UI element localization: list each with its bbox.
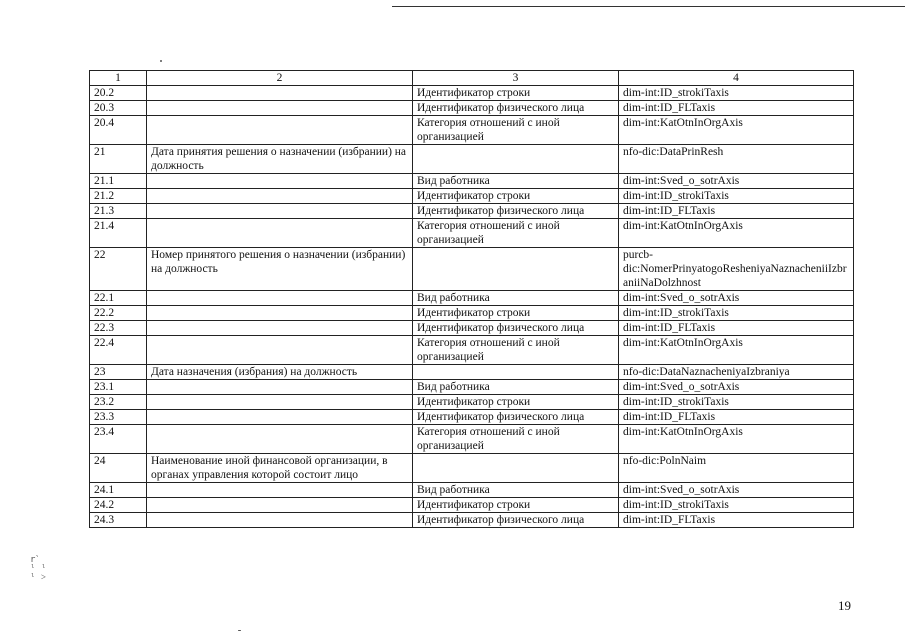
scan-speck <box>160 60 162 62</box>
row-number: 21 <box>90 145 147 174</box>
table-row <box>90 101 854 116</box>
table-row <box>90 483 854 498</box>
indicator-name <box>147 380 413 395</box>
row-number: 22.4 <box>90 336 147 365</box>
row-number: 20.4 <box>90 116 147 145</box>
dimension-name: Идентификатор строки <box>413 189 619 204</box>
indicator-name <box>147 189 413 204</box>
element-code: dim-int:ID_FLTaxis <box>619 513 854 528</box>
margin-scan-marks: r˺ ˡ ˡ ˡ ˃ <box>30 555 47 583</box>
indicator-name <box>147 219 413 248</box>
indicator-name <box>147 321 413 336</box>
row-number: 21.3 <box>90 204 147 219</box>
row-number: 23.2 <box>90 395 147 410</box>
indicator-name <box>147 410 413 425</box>
dimension-name: Идентификатор физического лица <box>413 101 619 116</box>
page-number: 19 <box>838 598 851 613</box>
row-number: 21.1 <box>90 174 147 189</box>
element-code: dim-int:Sved_o_sotrAxis <box>619 380 854 395</box>
indicator-name <box>147 483 413 498</box>
row-number: 22.2 <box>90 306 147 321</box>
element-code: purcb-dic:NomerPrinyatogoResheniyaNaznacheniiIzbraniiNaDolzhnost <box>619 248 854 291</box>
indicator-name <box>147 101 413 116</box>
table-row <box>90 498 854 513</box>
dimension-name: Вид работника <box>413 380 619 395</box>
dimension-name <box>413 365 619 380</box>
dimension-name: Идентификатор физического лица <box>413 204 619 219</box>
header-col-2: 2 <box>147 71 413 86</box>
row-number: 21.2 <box>90 189 147 204</box>
indicator-name <box>147 204 413 219</box>
row-number: 20.3 <box>90 101 147 116</box>
row-number: 22.3 <box>90 321 147 336</box>
indicator-name <box>147 395 413 410</box>
dimension-name: Вид работника <box>413 291 619 306</box>
indicator-name <box>147 174 413 189</box>
header-col-3: 3 <box>413 71 619 86</box>
table-row <box>90 219 854 248</box>
element-code: dim-int:ID_strokiTaxis <box>619 395 854 410</box>
row-number: 21.4 <box>90 219 147 248</box>
indicator-name: Номер принятого решения о назначении (избрании) на должность <box>147 248 413 291</box>
element-code: dim-int:KatOtnInOrgAxis <box>619 336 854 365</box>
table-row <box>90 454 854 483</box>
dimension-name: Категория отношений с иной организацией <box>413 219 619 248</box>
dimension-name <box>413 248 619 291</box>
element-code: dim-int:KatOtnInOrgAxis <box>619 219 854 248</box>
element-code: dim-int:ID_strokiTaxis <box>619 86 854 101</box>
dimension-name: Идентификатор физического лица <box>413 321 619 336</box>
row-number: 23.1 <box>90 380 147 395</box>
indicator-name: Наименование иной финансовой организации, в органах управления которой состоит лицо <box>147 454 413 483</box>
element-code: nfo-dic:DataPrinResh <box>619 145 854 174</box>
row-number: 20.2 <box>90 86 147 101</box>
table-row <box>90 291 854 306</box>
header-col-4: 4 <box>619 71 854 86</box>
indicator-name: Дата назначения (избрания) на должность <box>147 365 413 380</box>
table-row <box>90 204 854 219</box>
element-code: nfo-dic:DataNaznacheniyaIzbraniya <box>619 365 854 380</box>
dimension-name <box>413 145 619 174</box>
table-row <box>90 410 854 425</box>
row-number: 23 <box>90 365 147 380</box>
dimension-name: Идентификатор физического лица <box>413 410 619 425</box>
indicator-name <box>147 336 413 365</box>
top-rule <box>392 6 905 7</box>
table-row <box>90 395 854 410</box>
element-code: dim-int:ID_strokiTaxis <box>619 498 854 513</box>
dimension-name: Идентификатор строки <box>413 498 619 513</box>
dimension-name: Категория отношений с иной организацией <box>413 336 619 365</box>
table-body <box>90 86 854 528</box>
element-code: dim-int:Sved_o_sotrAxis <box>619 291 854 306</box>
dimension-name <box>413 454 619 483</box>
element-code: dim-int:ID_strokiTaxis <box>619 306 854 321</box>
indicator-name <box>147 498 413 513</box>
element-code: dim-int:ID_strokiTaxis <box>619 189 854 204</box>
indicator-name <box>147 513 413 528</box>
dimension-name: Идентификатор физического лица <box>413 513 619 528</box>
table-row <box>90 248 854 291</box>
dimension-name: Вид работника <box>413 174 619 189</box>
table-row <box>90 116 854 145</box>
table-row <box>90 145 854 174</box>
table-row <box>90 306 854 321</box>
row-number: 22 <box>90 248 147 291</box>
element-code: dim-int:ID_FLTaxis <box>619 410 854 425</box>
table-row <box>90 174 854 189</box>
row-number: 24.1 <box>90 483 147 498</box>
indicator-name <box>147 86 413 101</box>
row-number: 24 <box>90 454 147 483</box>
indicator-name: Дата принятия решения о назначении (избрании) на должность <box>147 145 413 174</box>
table-row <box>90 321 854 336</box>
table-row <box>90 425 854 454</box>
dimension-name: Идентификатор строки <box>413 86 619 101</box>
indicator-name <box>147 291 413 306</box>
element-code: dim-int:ID_FLTaxis <box>619 101 854 116</box>
element-code: dim-int:ID_FLTaxis <box>619 321 854 336</box>
element-code: nfo-dic:PolnNaim <box>619 454 854 483</box>
row-number: 24.3 <box>90 513 147 528</box>
header-col-1: 1 <box>90 71 147 86</box>
dimension-name: Идентификатор строки <box>413 395 619 410</box>
table-row <box>90 380 854 395</box>
dimension-name: Категория отношений с иной организацией <box>413 116 619 145</box>
element-code: dim-int:Sved_o_sotrAxis <box>619 483 854 498</box>
indicator-name <box>147 306 413 321</box>
indicator-name <box>147 425 413 454</box>
table-row <box>90 513 854 528</box>
dimension-name: Вид работника <box>413 483 619 498</box>
table-row <box>90 86 854 101</box>
row-number: 24.2 <box>90 498 147 513</box>
table-row <box>90 189 854 204</box>
element-code: dim-int:ID_FLTaxis <box>619 204 854 219</box>
row-number: 23.3 <box>90 410 147 425</box>
table-header-row <box>90 71 854 86</box>
table-row <box>90 336 854 365</box>
row-number: 22.1 <box>90 291 147 306</box>
element-code: dim-int:Sved_o_sotrAxis <box>619 174 854 189</box>
element-code: dim-int:KatOtnInOrgAxis <box>619 425 854 454</box>
dimension-name: Идентификатор строки <box>413 306 619 321</box>
taxonomy-table <box>89 70 854 528</box>
table-row <box>90 365 854 380</box>
element-code: dim-int:KatOtnInOrgAxis <box>619 116 854 145</box>
scan-speck <box>238 630 241 631</box>
row-number: 23.4 <box>90 425 147 454</box>
dimension-name: Категория отношений с иной организацией <box>413 425 619 454</box>
indicator-name <box>147 116 413 145</box>
